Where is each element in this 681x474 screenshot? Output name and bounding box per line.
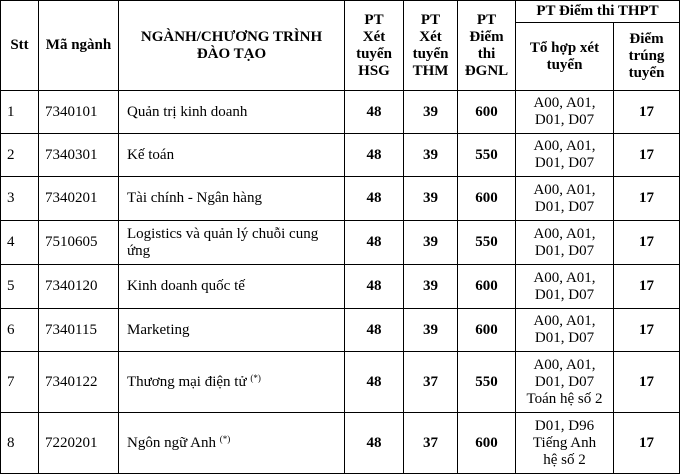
header-hsg-line-2: Xét — [362, 28, 386, 45]
cell-hsg: 48 — [345, 265, 404, 309]
cell-program: Kế toán — [119, 134, 345, 177]
table-row — [1, 352, 680, 413]
header-stt: Stt — [1, 1, 39, 91]
cell-stt: 4 — [1, 221, 39, 265]
cell-code: 7220201 — [39, 413, 119, 474]
cell-score: 17 — [614, 177, 680, 221]
cell-dgnl: 600 — [458, 309, 516, 352]
header-thm-line-3: tuyển — [412, 45, 449, 62]
header-combo-line-1: Tổ hợp xét — [529, 39, 600, 56]
header-program — [119, 1, 345, 91]
cell-thm: 39 — [404, 134, 458, 177]
header-score-line-2: trúng — [628, 48, 665, 64]
cell-combo-line: Tiếng Anh — [532, 434, 597, 451]
cell-program: Kinh doanh quốc tế — [119, 265, 345, 309]
header-thm-line-1: PT — [420, 11, 441, 28]
cell-combo — [516, 91, 614, 134]
cell-score: 17 — [614, 134, 680, 177]
cell-code: 7340301 — [39, 134, 119, 177]
cell-hsg: 48 — [345, 352, 404, 413]
cell-program-text: Ngôn ngữ Anh — [127, 434, 220, 451]
cell-program: Marketing — [119, 309, 345, 352]
cell-combo-line: D01, D07 — [534, 242, 595, 259]
cell-combo-line: Toán hệ số 2 — [526, 390, 603, 407]
cell-dgnl: 600 — [458, 265, 516, 309]
cell-program: Quản trị kinh doanh — [119, 91, 345, 134]
cell-program — [119, 352, 345, 413]
header-combo — [516, 23, 614, 91]
header-thm-line-4: THM — [412, 62, 449, 79]
cell-code: 7340122 — [39, 352, 119, 413]
footnote-marker: (*) — [250, 372, 261, 383]
table-row — [1, 309, 680, 352]
header-thpt-group: PT Điểm thi THPT — [516, 1, 680, 23]
header-score-line-3: tuyển — [628, 65, 665, 81]
cell-combo — [516, 177, 614, 221]
cell-hsg: 48 — [345, 91, 404, 134]
cell-score: 17 — [614, 352, 680, 413]
cell-combo-line: hệ số 2 — [543, 451, 586, 468]
header-thm-line-2: Xét — [419, 28, 442, 45]
cell-thm: 39 — [404, 309, 458, 352]
cell-code: 7340115 — [39, 309, 119, 352]
header-hsg-line-1: PT — [364, 11, 384, 28]
cell-combo-line: D01, D96 — [534, 417, 595, 434]
cell-combo-line: A00, A01, — [533, 356, 596, 373]
cell-combo — [516, 221, 614, 265]
table-row — [1, 91, 680, 134]
cell-stt: 3 — [1, 177, 39, 221]
header-hsg-line-4: HSG — [358, 62, 390, 79]
header-dgnl — [458, 1, 516, 91]
cell-program — [119, 413, 345, 474]
cell-code: 7510605 — [39, 221, 119, 265]
cell-code: 7340120 — [39, 265, 119, 309]
header-dgnl-line-4: ĐGNL — [464, 62, 509, 79]
cell-score: 17 — [614, 265, 680, 309]
cell-hsg: 48 — [345, 134, 404, 177]
cell-stt: 7 — [1, 352, 39, 413]
cell-thm: 37 — [404, 352, 458, 413]
cell-score: 17 — [614, 91, 680, 134]
cell-combo — [516, 352, 614, 413]
cell-stt: 1 — [1, 91, 39, 134]
cell-thm: 37 — [404, 413, 458, 474]
cell-code: 7340101 — [39, 91, 119, 134]
table-row — [1, 265, 680, 309]
cell-hsg: 48 — [345, 413, 404, 474]
cell-combo-line: D01, D07 — [534, 155, 595, 171]
cell-combo-line: D01, D07 — [534, 330, 595, 346]
header-dgnl-line-3: thi — [477, 45, 496, 62]
cell-stt: 6 — [1, 309, 39, 352]
cell-dgnl: 600 — [458, 91, 516, 134]
cell-stt: 2 — [1, 134, 39, 177]
cell-program-text: Thương mại điện tử — [127, 373, 251, 390]
header-thm — [404, 1, 458, 91]
cell-score: 17 — [614, 413, 680, 474]
cell-combo — [516, 265, 614, 309]
cell-dgnl: 550 — [458, 221, 516, 265]
cell-program: Logistics và quản lý chuỗi cung ứng — [119, 221, 345, 265]
header-score — [614, 23, 680, 91]
header-hsg-line-3: tuyển — [356, 45, 392, 62]
header-code: Mã ngành — [39, 1, 119, 91]
footnote-marker: (*) — [219, 433, 231, 444]
cell-stt: 5 — [1, 265, 39, 309]
cell-thm: 39 — [404, 221, 458, 265]
cell-dgnl: 550 — [458, 352, 516, 413]
cell-combo-line: D01, D07 — [534, 112, 595, 128]
cell-score: 17 — [614, 309, 680, 352]
cell-thm: 39 — [404, 265, 458, 309]
cell-thm: 39 — [404, 177, 458, 221]
cell-dgnl: 550 — [458, 134, 516, 177]
header-score-line-1: Điểm — [629, 31, 664, 47]
cell-hsg: 48 — [345, 309, 404, 352]
cell-combo-line: A00, A01, — [533, 181, 596, 198]
cell-combo-line: D01, D07 — [534, 286, 595, 303]
cell-combo — [516, 413, 614, 474]
cell-code: 7340201 — [39, 177, 119, 221]
table-row — [1, 221, 680, 265]
cell-thm: 39 — [404, 91, 458, 134]
cell-hsg: 48 — [345, 177, 404, 221]
header-program-line-1: NGÀNH/CHƯƠNG TRÌNH — [140, 28, 323, 45]
table-row — [1, 413, 680, 474]
cell-dgnl: 600 — [458, 177, 516, 221]
header-dgnl-line-2: Điểm — [469, 28, 504, 45]
cell-combo-line: A00, A01, — [533, 225, 596, 242]
cell-combo-line: A00, A01, — [533, 269, 596, 286]
cell-combo — [516, 309, 614, 352]
cell-score: 17 — [614, 221, 680, 265]
cell-hsg: 48 — [345, 221, 404, 265]
cell-stt: 8 — [1, 413, 39, 474]
table-row — [1, 134, 680, 177]
header-combo-line-2: tuyển — [546, 56, 583, 73]
cell-dgnl: 600 — [458, 413, 516, 474]
cell-combo-line: D01, D07 — [534, 373, 595, 390]
cell-program: Tài chính - Ngân hàng — [119, 177, 345, 221]
cell-combo-line: D01, D07 — [534, 198, 595, 215]
header-dgnl-line-1: PT — [476, 11, 497, 28]
table-row — [1, 177, 680, 221]
header-hsg — [345, 1, 404, 91]
cell-combo-line: A00, A01, — [533, 138, 596, 154]
cell-combo-line: A00, A01, — [533, 313, 596, 329]
cell-combo-line: A00, A01, — [533, 95, 596, 111]
header-program-line-2: ĐÀO TẠO — [196, 45, 267, 62]
cell-combo — [516, 134, 614, 177]
